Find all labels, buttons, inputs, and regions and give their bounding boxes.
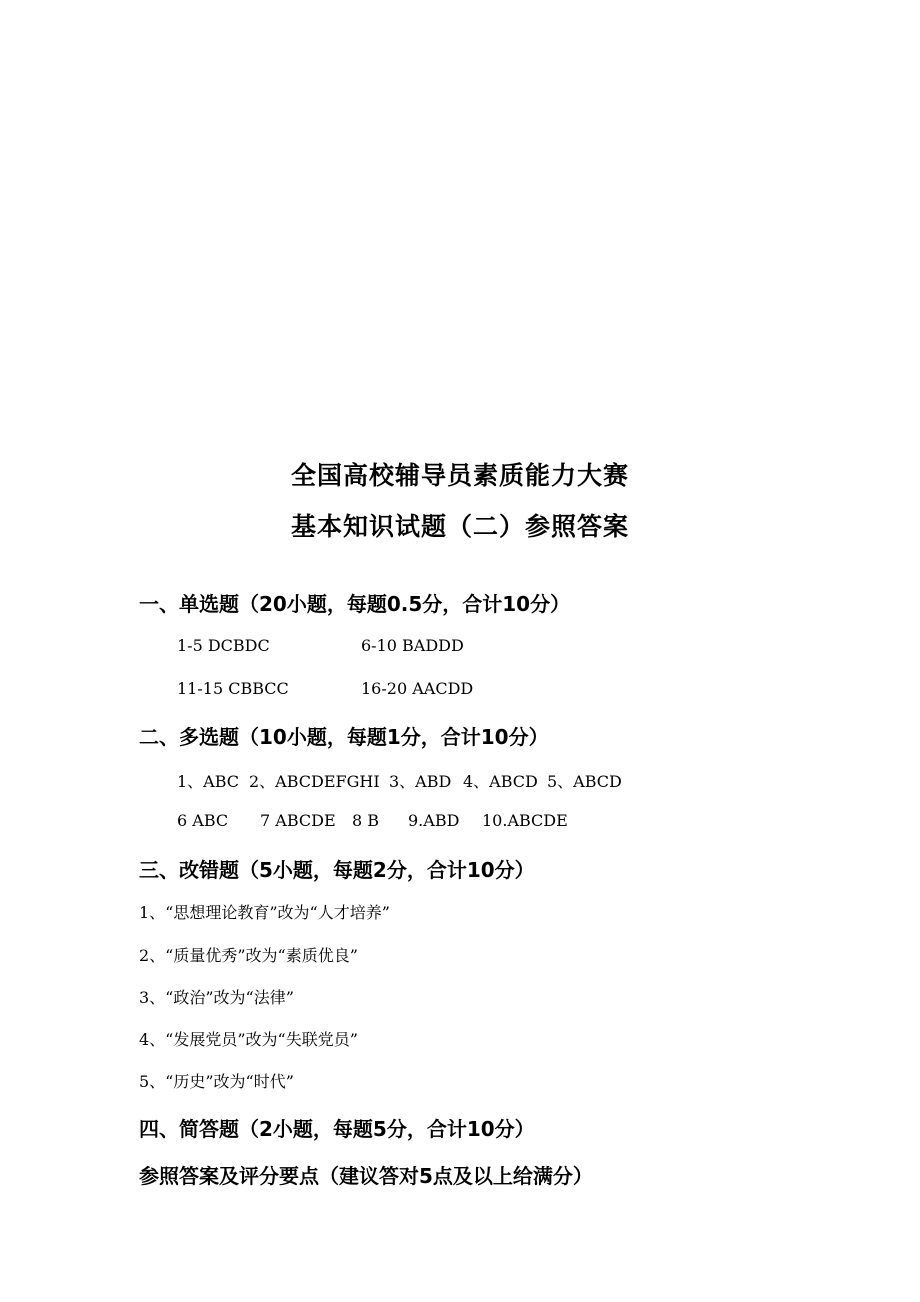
answer-item: 2、ABCDEFGHI — [249, 772, 380, 791]
answer-item: 9.ABD — [408, 811, 460, 830]
correction-item: 5、“历史”改为“时代” — [139, 1072, 294, 1091]
document-title-line-1: 全国高校辅导员素质能力大赛 — [290, 461, 629, 490]
section-heading-correction: 三、改错题（5小题，每题2分，合计10分） — [139, 858, 535, 882]
answer-item: 7 ABCDE — [260, 811, 336, 830]
answer-key-subheading: 参照答案及评分要点（建议答对5点及以上给满分） — [139, 1164, 593, 1188]
answer-item: 8 B — [352, 811, 380, 830]
section-heading-short-answer: 四、简答题（2小题，每题5分，合计10分） — [139, 1117, 535, 1141]
answer-item: 10.ABCDE — [482, 811, 568, 830]
document-title-line-2: 基本知识试题（二）参照答案 — [290, 512, 629, 541]
answer-group: 11-15 CBBCC — [177, 679, 289, 698]
section-heading-multiple-choice: 二、多选题（10小题，每题1分，合计10分） — [139, 725, 549, 749]
answer-item: 1、ABC — [177, 772, 240, 791]
answer-item: 4、ABCD — [463, 772, 538, 791]
answer-item: 5、ABCD — [547, 772, 622, 791]
section-heading-single-choice: 一、单选题（20小题，每题0.5分，合计10分） — [139, 592, 571, 616]
answer-group: 6-10 BADDD — [361, 636, 464, 655]
answer-group: 16-20 AACDD — [361, 679, 474, 698]
correction-item: 1、“思想理论教育”改为“人才培养” — [139, 903, 390, 922]
correction-item: 2、“质量优秀”改为“素质优良” — [139, 946, 358, 965]
answer-item: 6 ABC — [177, 811, 229, 830]
answer-item: 3、ABD — [389, 772, 452, 791]
correction-item: 3、“政治”改为“法律” — [139, 988, 294, 1007]
answer-group: 1-5 DCBDC — [177, 636, 270, 655]
correction-item: 4、“发展党员”改为“失联党员” — [139, 1030, 358, 1049]
